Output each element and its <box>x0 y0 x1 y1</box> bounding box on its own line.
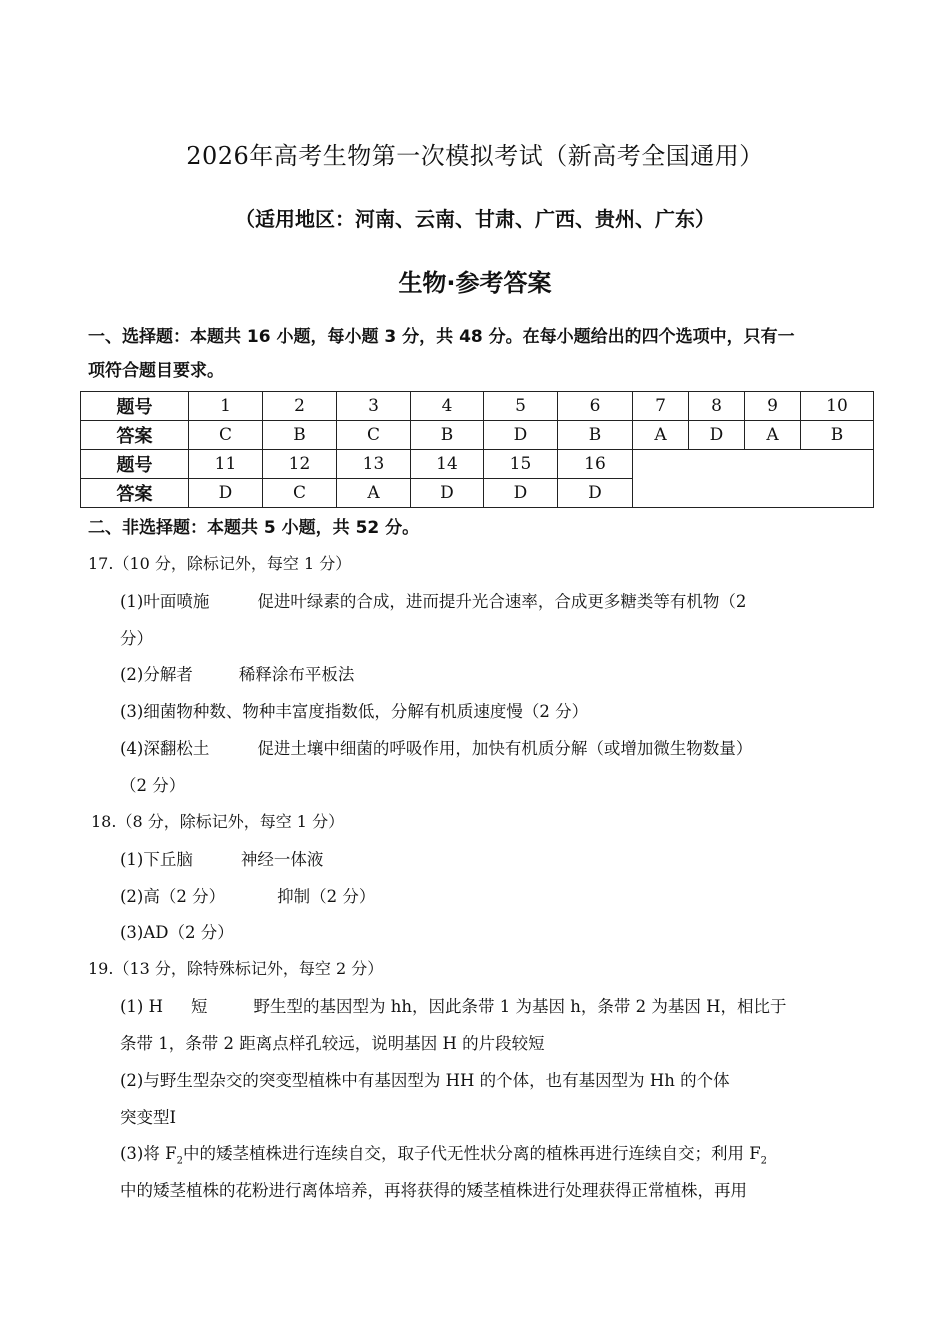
q17-2-answer-b: 稀释涂布平板法 <box>238 665 355 684</box>
q19-1-answer-b: 短 <box>191 997 208 1016</box>
answer-cell: D <box>558 479 633 508</box>
q19-line-3 <box>120 1140 767 1166</box>
q19-1-answer-a: (1) H <box>120 997 164 1016</box>
question-number: 4 <box>411 392 484 421</box>
q19-line-1 <box>120 993 787 1017</box>
row-label-number: 题号 <box>81 450 189 479</box>
question-number: 16 <box>558 450 633 479</box>
question-number: 6 <box>558 392 633 421</box>
q19-1-answer-c: 野生型的基因型为 hh，因此条带 1 为基因 h，条带 2 为基因 H，相比于 <box>253 997 787 1016</box>
q17-line-1 <box>120 588 746 612</box>
q18-2-answer-a: (2)高（2 分） <box>120 887 226 906</box>
question-number: 12 <box>263 450 337 479</box>
q18-2-answer-b: 抑制（2 分） <box>277 887 376 906</box>
q17-line-2 <box>120 661 354 685</box>
table-row <box>81 450 874 479</box>
question-number: 15 <box>484 450 558 479</box>
q19-line-2-answer: 突变型Ⅰ <box>120 1108 177 1127</box>
section-1-line-2: 项符合题目要求。 <box>88 361 224 381</box>
q17-line-4 <box>120 735 752 759</box>
q19-3-text-b: 中的矮茎植株进行连续自交，取子代无性状分离的植株再进行连续自交；利用 F <box>182 1144 761 1163</box>
q19-header: 19.（13 分，除特殊标记外，每空 2 分） <box>88 959 384 978</box>
q18-header: 18.（8 分，除标记外，每空 1 分） <box>91 812 345 831</box>
question-number: 5 <box>484 392 558 421</box>
q17-line-1-cont: 分） <box>120 629 153 648</box>
q19-line-1-cont: 条带 1，条带 2 距离点样孔较远，说明基因 H 的片段较短 <box>120 1034 545 1053</box>
section-1-instructions <box>88 320 863 388</box>
q17-header: 17.（10 分，除标记外，每空 1 分） <box>88 554 352 573</box>
q19-line-2: (2)与野生型杂交的突变型植株中有基因型为 HH 的个体，也有基因型为 Hh 的个体 <box>120 1071 730 1090</box>
q18-line-2 <box>120 883 375 907</box>
answer-cell: D <box>189 479 263 508</box>
answer-cell: A <box>337 479 411 508</box>
empty-cell <box>633 450 874 508</box>
answer-cell: B <box>558 421 633 450</box>
question-number: 2 <box>263 392 337 421</box>
q17-1-answer-b: 促进叶绿素的合成，进而提升光合速率，合成更多糖类等有机物（2 <box>257 592 747 611</box>
answer-cell: A <box>745 421 801 450</box>
q17-line-3: (3)细菌物种数、物种丰富度指数低，分解有机质速度慢（2 分） <box>120 702 589 721</box>
q17-2-answer-a: (2)分解者 <box>120 665 193 684</box>
answer-cell: C <box>337 421 411 450</box>
q19-line-3-cont: 中的矮茎植株的花粉进行离体培养，再将获得的矮茎植株进行处理获得正常植株，再用 <box>120 1181 747 1200</box>
answer-cell: C <box>263 479 337 508</box>
answer-heading: 生物·参考答案 <box>398 269 552 297</box>
q18-1-answer-b: 神经一体液 <box>240 850 324 869</box>
q18-line-3: (3)AD（2 分） <box>120 923 234 942</box>
answer-cell: B <box>263 421 337 450</box>
question-number: 3 <box>337 392 411 421</box>
q18-1-answer-a: (1)下丘脑 <box>120 850 193 869</box>
subscript: 2 <box>760 1155 768 1167</box>
answer-cell: D <box>411 479 484 508</box>
page-title: 2026年高考生物第一次模拟考试（新高考全国通用） <box>186 142 764 170</box>
question-number: 14 <box>411 450 484 479</box>
question-number: 1 <box>189 392 263 421</box>
q18-line-1 <box>120 846 323 870</box>
row-label-number: 题号 <box>81 392 189 421</box>
q19-3-text-a: (3)将 F <box>120 1144 177 1163</box>
question-number: 13 <box>337 450 411 479</box>
answer-table <box>80 391 874 508</box>
table-row <box>81 421 874 450</box>
question-number: 8 <box>689 392 745 421</box>
row-label-answer: 答案 <box>81 421 189 450</box>
answer-cell: D <box>484 479 558 508</box>
answer-cell: A <box>633 421 689 450</box>
q17-line-4-cont: （2 分） <box>120 776 186 795</box>
section-1-line-1: 一、选择题：本题共 16 小题，每小题 3 分，共 48 分。在每小题给出的四个选项中，只有一 <box>88 327 795 347</box>
answer-cell: D <box>689 421 745 450</box>
answer-cell: C <box>189 421 263 450</box>
table-row <box>81 392 874 421</box>
question-number: 10 <box>801 392 874 421</box>
question-number: 7 <box>633 392 689 421</box>
question-number: 11 <box>189 450 263 479</box>
page-subtitle: （适用地区：河南、云南、甘肃、广西、贵州、广东） <box>235 207 715 231</box>
answer-cell: B <box>801 421 874 450</box>
row-label-answer: 答案 <box>81 479 189 508</box>
answer-cell: D <box>484 421 558 450</box>
q17-4-answer-b: 促进土壤中细菌的呼吸作用，加快有机质分解（或增加微生物数量） <box>257 739 753 758</box>
subscript: 2 <box>176 1155 183 1167</box>
question-number: 9 <box>745 392 801 421</box>
answer-cell: B <box>411 421 484 450</box>
q17-1-answer-a: (1)叶面喷施 <box>120 592 210 611</box>
section-2-instructions: 二、非选择题：本题共 5 小题，共 52 分。 <box>88 518 420 538</box>
q17-4-answer-a: (4)深翻松土 <box>120 739 210 758</box>
